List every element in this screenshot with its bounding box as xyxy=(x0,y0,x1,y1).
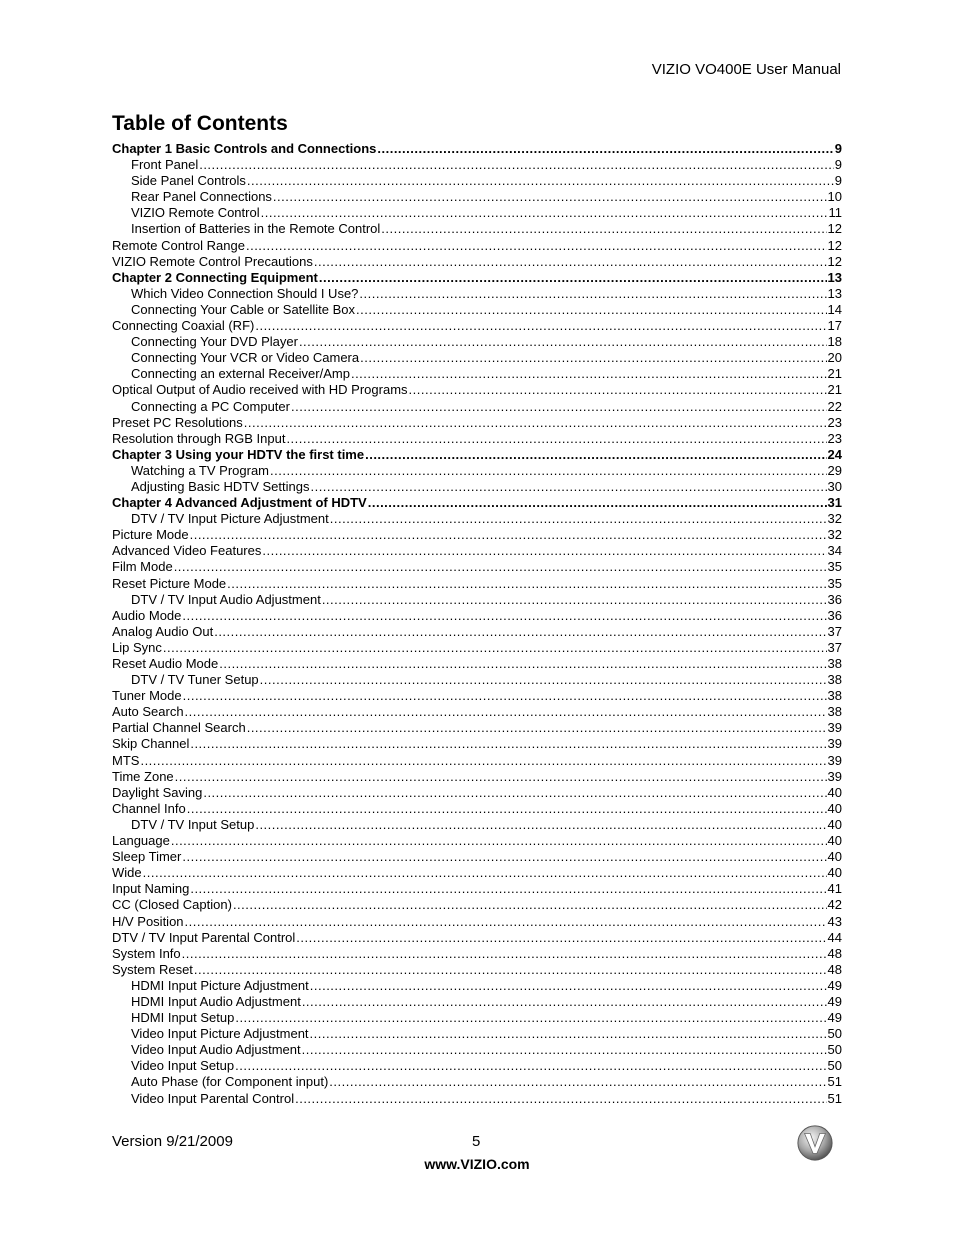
toc-entry-label: DTV / TV Tuner Setup xyxy=(131,672,259,688)
toc-entry[interactable] xyxy=(112,688,842,704)
toc-dot-leader xyxy=(190,736,826,752)
toc-entry-label: Picture Mode xyxy=(112,527,189,543)
toc-entry[interactable] xyxy=(112,897,842,913)
toc-entry-label: Video Input Setup xyxy=(131,1058,235,1074)
toc-dot-leader xyxy=(140,753,826,769)
toc-entry[interactable] xyxy=(112,543,842,559)
toc-dot-leader xyxy=(190,527,827,543)
toc-entry-page: 38 xyxy=(827,704,842,720)
toc-entry-label: DTV / TV Input Parental Control xyxy=(112,929,296,945)
toc-entry[interactable] xyxy=(112,656,842,672)
toc-entry[interactable] xyxy=(112,753,842,769)
toc-entry-label: Remote Control Range xyxy=(112,237,245,253)
toc-entry-label: Which Video Connection Should I Use? xyxy=(131,285,359,301)
toc-entry-label: Adjusting Basic HDTV Settings xyxy=(131,478,310,494)
toc-dot-leader xyxy=(185,914,827,930)
toc-entry[interactable] xyxy=(112,881,842,897)
toc-dot-leader xyxy=(270,463,827,479)
toc-entry-page: 13 xyxy=(827,285,842,301)
toc-entry[interactable] xyxy=(112,350,842,366)
toc-entry-label: Video Input Parental Control xyxy=(131,1090,295,1106)
toc-entry[interactable] xyxy=(112,978,842,994)
toc-entry-label: HDMI Input Setup xyxy=(131,1010,235,1026)
toc-entry-page: 12 xyxy=(827,237,842,253)
toc-entry-label: DTV / TV Input Setup xyxy=(131,816,255,832)
toc-dot-leader xyxy=(314,254,827,270)
toc-entry-label: Sleep Timer xyxy=(112,849,182,865)
toc-entry[interactable] xyxy=(112,914,842,930)
toc-entry[interactable] xyxy=(112,399,842,415)
toc-dot-leader xyxy=(183,688,827,704)
toc-entry-label: VIZIO Remote Control xyxy=(131,205,260,221)
toc-entry[interactable] xyxy=(112,994,842,1010)
vizio-v-logo-icon xyxy=(796,1124,834,1162)
toc-dot-leader xyxy=(409,382,827,398)
toc-entry[interactable] xyxy=(112,640,842,656)
toc-entry[interactable] xyxy=(112,817,842,833)
toc-chapter-entry[interactable] xyxy=(112,447,842,463)
toc-entry-page: 40 xyxy=(827,784,842,800)
toc-entry-page: 21 xyxy=(827,382,842,398)
toc-entry-label: Chapter 1 Basic Controls and Connections xyxy=(112,141,377,156)
toc-dot-leader xyxy=(310,479,826,495)
toc-dot-leader xyxy=(182,608,826,624)
toc-entry[interactable] xyxy=(112,1010,842,1026)
toc-entry-page: 49 xyxy=(827,977,842,993)
toc-dot-leader xyxy=(247,173,834,189)
toc-dot-leader xyxy=(255,318,826,334)
toc-dot-leader xyxy=(291,399,827,415)
toc-entry-page: 30 xyxy=(827,478,842,494)
toc-dot-leader xyxy=(227,576,826,592)
toc-entry-label: HDMI Input Picture Adjustment xyxy=(131,977,309,993)
toc-dot-leader xyxy=(365,447,826,463)
toc-entry-page: 10 xyxy=(827,189,842,205)
toc-entry-page: 35 xyxy=(827,559,842,575)
toc-entry-page: 23 xyxy=(827,414,842,430)
toc-entry[interactable] xyxy=(112,286,842,302)
toc-entry[interactable] xyxy=(112,334,842,350)
toc-entry[interactable] xyxy=(112,736,842,752)
toc-entry-label: Advanced Video Features xyxy=(112,543,262,559)
toc-entry-label: Auto Phase (for Component input) xyxy=(131,1074,329,1090)
toc-entry-label: Video Input Audio Adjustment xyxy=(131,1042,301,1058)
footer-version: Version 9/21/2009 xyxy=(112,1133,233,1150)
toc-entry-page: 34 xyxy=(827,543,842,559)
toc-entry[interactable] xyxy=(112,302,842,318)
toc-entry-label: Insertion of Batteries in the Remote Control xyxy=(131,221,381,237)
toc-entry[interactable] xyxy=(112,189,842,205)
toc-entry[interactable] xyxy=(112,382,842,398)
toc-entry-page: 49 xyxy=(827,1010,842,1026)
toc-entry-page: 41 xyxy=(827,881,842,897)
toc-dot-leader xyxy=(261,205,828,221)
toc-entry[interactable] xyxy=(112,962,842,978)
toc-entry[interactable] xyxy=(112,769,842,785)
toc-entry-label: Rear Panel Connections xyxy=(131,189,272,205)
toc-entry-page: 48 xyxy=(827,945,842,961)
toc-entry[interactable] xyxy=(112,254,842,270)
toc-entry-page: 39 xyxy=(827,720,842,736)
toc-entry-page: 42 xyxy=(827,897,842,913)
toc-entry-page: 29 xyxy=(827,462,842,478)
toc-entry[interactable] xyxy=(112,173,842,189)
toc-entry-page: 39 xyxy=(827,768,842,784)
toc-dot-leader xyxy=(235,1010,826,1026)
toc-entry-label: HDMI Input Audio Adjustment xyxy=(131,993,301,1009)
toc-entry[interactable] xyxy=(112,801,842,817)
toc-entry[interactable] xyxy=(112,946,842,962)
toc-entry[interactable] xyxy=(112,1058,842,1074)
toc-entry[interactable] xyxy=(112,1091,842,1107)
toc-entry-page: 9 xyxy=(834,173,842,189)
toc-entry-page: 9 xyxy=(834,141,842,156)
toc-entry[interactable] xyxy=(112,720,842,736)
toc-dot-leader xyxy=(262,543,826,559)
toc-entry-label: System Reset xyxy=(112,961,193,977)
toc-entry-label: DTV / TV Input Picture Adjustment xyxy=(131,511,329,527)
toc-entry-page: 44 xyxy=(827,929,842,945)
toc-dot-leader xyxy=(302,994,827,1010)
toc-dot-leader xyxy=(377,141,833,157)
toc-chapter-entry[interactable] xyxy=(112,495,842,511)
toc-entry[interactable] xyxy=(112,624,842,640)
toc-entry[interactable] xyxy=(112,463,842,479)
toc-entry[interactable] xyxy=(112,592,842,608)
toc-dot-leader xyxy=(368,495,827,511)
toc-entry[interactable] xyxy=(112,704,842,720)
toc-dot-leader xyxy=(182,849,826,865)
toc-dot-leader xyxy=(247,720,827,736)
toc-entry-label: Connecting Your Cable or Satellite Box xyxy=(131,301,356,317)
toc-entry[interactable] xyxy=(112,479,842,495)
toc-entry-label: Connecting an external Receiver/Amp xyxy=(131,366,350,382)
toc-entry-label: Optical Output of Audio received with HD Programs xyxy=(112,382,408,398)
toc-dot-leader xyxy=(319,270,827,286)
toc-entry[interactable] xyxy=(112,157,842,173)
toc-entry-page: 38 xyxy=(827,656,842,671)
document-header-title: VIZIO VO400E User Manual xyxy=(651,61,841,78)
toc-dot-leader xyxy=(310,1026,827,1042)
toc-entry-label: Time Zone xyxy=(112,768,174,784)
toc-dot-leader xyxy=(302,1042,827,1058)
toc-dot-leader xyxy=(246,238,827,254)
toc-entry-page: 31 xyxy=(827,495,842,511)
toc-entry-page: 40 xyxy=(827,833,842,849)
toc-entry-page: 40 xyxy=(827,865,842,881)
toc-dot-leader xyxy=(182,946,827,962)
toc-entry-page: 17 xyxy=(827,318,842,334)
toc-dot-leader xyxy=(356,302,826,318)
toc-entry[interactable] xyxy=(112,221,842,237)
toc-entry-page: 20 xyxy=(827,350,842,366)
toc-entry-page: 38 xyxy=(827,672,842,688)
toc-dot-leader xyxy=(174,559,827,575)
toc-dot-leader xyxy=(360,350,826,366)
toc-entry-label: H/V Position xyxy=(112,913,184,929)
toc-entry-page: 18 xyxy=(827,334,842,350)
toc-dot-leader xyxy=(273,189,827,205)
toc-entry-page: 38 xyxy=(827,688,842,704)
toc-entry[interactable] xyxy=(112,865,842,881)
table-of-contents xyxy=(112,141,842,1107)
toc-entry-label: Input Naming xyxy=(112,881,190,897)
toc-entry-label: Analog Audio Out xyxy=(112,623,214,639)
toc-dot-leader xyxy=(244,415,827,431)
toc-entry[interactable] xyxy=(112,527,842,543)
toc-dot-leader xyxy=(329,1074,826,1090)
toc-entry-label: Tuner Mode xyxy=(112,688,182,704)
toc-dot-leader xyxy=(185,704,827,720)
footer-page-number: 5 xyxy=(472,1133,481,1150)
toc-dot-leader xyxy=(233,897,827,913)
toc-entry-label: MTS xyxy=(112,752,140,768)
toc-dot-leader xyxy=(143,865,827,881)
toc-dot-leader xyxy=(295,1091,826,1107)
toc-entry-page: 12 xyxy=(827,253,842,269)
toc-dot-leader xyxy=(255,817,826,833)
toc-dot-leader xyxy=(219,656,826,672)
toc-entry[interactable] xyxy=(112,511,842,527)
toc-entry-label: Film Mode xyxy=(112,559,173,575)
toc-entry-page: 43 xyxy=(827,913,842,929)
toc-entry-label: Daylight Saving xyxy=(112,784,203,800)
toc-entry-label: Side Panel Controls xyxy=(131,173,246,189)
toc-entry-label: Watching a TV Program xyxy=(131,462,269,478)
toc-dot-leader xyxy=(381,221,826,237)
toc-entry-page: 37 xyxy=(827,623,842,639)
toc-entry-label: Resolution through RGB Input xyxy=(112,430,286,446)
toc-entry-page: 13 xyxy=(827,269,842,285)
toc-entry-label: Connecting Your VCR or Video Camera xyxy=(131,350,360,366)
toc-entry-page: 36 xyxy=(827,607,842,623)
toc-entry-page: 50 xyxy=(827,1058,842,1074)
toc-entry-label: Preset PC Resolutions xyxy=(112,414,243,430)
toc-entry[interactable] xyxy=(112,1074,842,1090)
toc-entry[interactable] xyxy=(112,672,842,688)
toc-entry-label: Channel Info xyxy=(112,800,186,816)
toc-entry-page: 32 xyxy=(827,511,842,527)
toc-entry-label: VIZIO Remote Control Precautions xyxy=(112,253,313,269)
toc-entry[interactable] xyxy=(112,431,842,447)
toc-entry-label: Connecting Coaxial (RF) xyxy=(112,318,255,334)
toc-chapter-entry[interactable] xyxy=(112,141,842,157)
toc-entry-label: Partial Channel Search xyxy=(112,720,246,736)
toc-dot-leader xyxy=(175,769,827,785)
toc-entry-page: 14 xyxy=(827,301,842,317)
toc-dot-leader xyxy=(187,801,827,817)
toc-entry-label: Wide xyxy=(112,865,142,881)
toc-chapter-entry[interactable] xyxy=(112,270,842,286)
toc-entry-label: Reset Audio Mode xyxy=(112,656,219,671)
toc-entry-label: Reset Picture Mode xyxy=(112,575,227,591)
toc-entry[interactable] xyxy=(112,849,842,865)
toc-entry-label: System Info xyxy=(112,945,181,961)
toc-entry-page: 49 xyxy=(827,993,842,1009)
toc-entry-label: Connecting Your DVD Player xyxy=(131,334,298,350)
toc-dot-leader xyxy=(194,962,827,978)
toc-dot-leader xyxy=(171,833,827,849)
toc-dot-leader xyxy=(163,640,827,656)
toc-entry-page: 11 xyxy=(828,205,842,221)
toc-entry-page: 12 xyxy=(827,221,842,237)
toc-dot-leader xyxy=(260,672,827,688)
toc-entry[interactable] xyxy=(112,930,842,946)
toc-entry[interactable] xyxy=(112,833,842,849)
toc-entry-page: 24 xyxy=(827,446,842,462)
toc-dot-leader xyxy=(190,881,826,897)
toc-entry-page: 35 xyxy=(827,575,842,591)
toc-entry-page: 40 xyxy=(827,849,842,865)
toc-dot-leader xyxy=(330,511,827,527)
toc-entry-page: 23 xyxy=(827,430,842,446)
toc-dot-leader xyxy=(299,334,827,350)
toc-entry-label: Lip Sync xyxy=(112,639,162,655)
toc-entry[interactable] xyxy=(112,205,842,221)
toc-dot-leader xyxy=(359,286,826,302)
toc-entry-label: Chapter 3 Using your HDTV the first time xyxy=(112,446,365,462)
toc-dot-leader xyxy=(310,978,827,994)
toc-entry[interactable] xyxy=(112,785,842,801)
toc-heading: Table of Contents xyxy=(112,112,288,135)
toc-dot-leader xyxy=(296,930,826,946)
toc-entry-page: 32 xyxy=(827,527,842,543)
toc-entry[interactable] xyxy=(112,1026,842,1042)
toc-entry-label: Auto Search xyxy=(112,704,184,720)
toc-dot-leader xyxy=(351,366,827,382)
toc-entry-page: 37 xyxy=(827,639,842,655)
toc-entry-label: Chapter 2 Connecting Equipment xyxy=(112,269,318,285)
toc-entry-page: 39 xyxy=(827,752,842,768)
toc-entry-page: 39 xyxy=(827,736,842,752)
footer-url: www.VIZIO.com xyxy=(424,1156,530,1172)
toc-entry-page: 50 xyxy=(827,1042,842,1058)
toc-entry[interactable] xyxy=(112,576,842,592)
toc-entry-label: CC (Closed Caption) xyxy=(112,897,232,913)
toc-entry[interactable] xyxy=(112,366,842,382)
toc-entry[interactable] xyxy=(112,238,842,254)
toc-dot-leader xyxy=(214,624,826,640)
toc-entry-page: 50 xyxy=(827,1026,842,1042)
toc-entry-label: Front Panel xyxy=(131,157,199,173)
toc-entry-label: Audio Mode xyxy=(112,607,182,623)
toc-entry[interactable] xyxy=(112,415,842,431)
toc-entry-page: 40 xyxy=(827,816,842,832)
toc-entry-label: DTV / TV Input Audio Adjustment xyxy=(131,591,321,607)
toc-entry-page: 9 xyxy=(834,157,842,173)
toc-dot-leader xyxy=(286,431,826,447)
toc-entry[interactable] xyxy=(112,608,842,624)
toc-entry-page: 40 xyxy=(827,800,842,816)
toc-entry[interactable] xyxy=(112,318,842,334)
toc-entry-label: Connecting a PC Computer xyxy=(131,398,290,414)
toc-dot-leader xyxy=(235,1058,826,1074)
toc-entry-page: 48 xyxy=(827,961,842,977)
toc-entry[interactable] xyxy=(112,1042,842,1058)
toc-entry-label: Language xyxy=(112,833,170,849)
toc-entry-page: 51 xyxy=(827,1074,842,1090)
toc-dot-leader xyxy=(203,785,826,801)
toc-entry-page: 22 xyxy=(827,398,842,414)
toc-entry-label: Video Input Picture Adjustment xyxy=(131,1026,309,1042)
toc-dot-leader xyxy=(199,157,834,173)
toc-entry-page: 51 xyxy=(827,1090,842,1106)
toc-entry-page: 21 xyxy=(827,366,842,382)
toc-entry[interactable] xyxy=(112,559,842,575)
toc-entry-label: Skip Channel xyxy=(112,736,190,752)
toc-entry-page: 36 xyxy=(827,591,842,607)
toc-entry-label: Chapter 4 Advanced Adjustment of HDTV xyxy=(112,495,367,511)
toc-dot-leader xyxy=(322,592,827,608)
